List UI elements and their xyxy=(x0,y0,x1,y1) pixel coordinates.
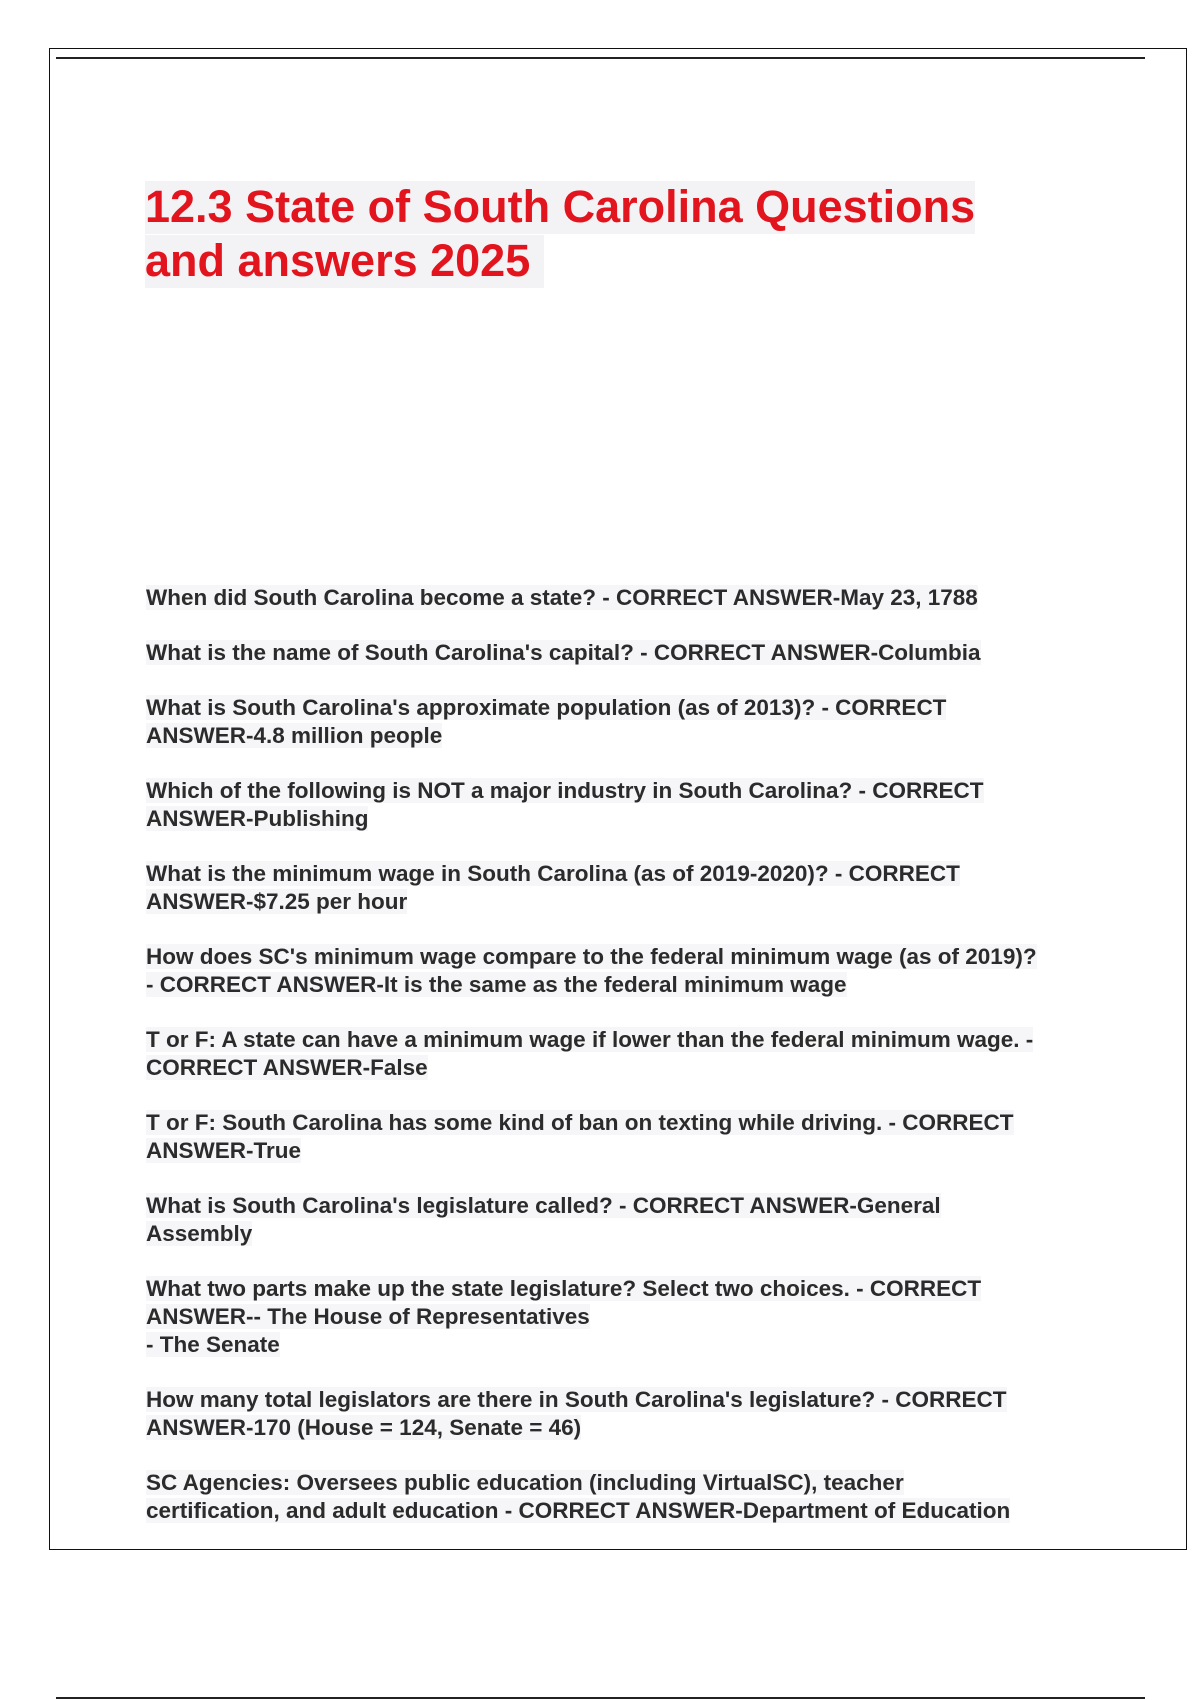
qa-item-text: Which of the following is NOT a major industry in South Carolina? - CORRECT ANSWER-Publishing xyxy=(146,778,984,831)
qa-item-text: What is the name of South Carolina's capital? - CORRECT ANSWER-Columbia xyxy=(146,640,981,665)
qa-item xyxy=(146,1469,1096,1525)
qa-item xyxy=(146,584,1096,612)
bottom-rule xyxy=(56,1697,1145,1699)
qa-item xyxy=(146,943,1096,999)
qa-item xyxy=(146,860,1096,916)
qa-item xyxy=(146,777,1096,833)
qa-item-text: When did South Carolina become a state? - CORRECT ANSWER-May 23, 1788 xyxy=(146,585,978,610)
qa-item xyxy=(146,639,1096,667)
qa-item-text: What is South Carolina's approximate population (as of 2013)? - CORRECT ANSWER-4.8 million people xyxy=(146,695,947,748)
qa-item-text: How does SC's minimum wage compare to the federal minimum wage (as of 2019)? - CORRECT ANSWER-It is the same as the federal minimum wage xyxy=(146,944,1037,997)
qa-item-text: T or F: A state can have a minimum wage if lower than the federal minimum wage. - CORRECT ANSWER-False xyxy=(146,1027,1034,1080)
qa-item-text: SC Agencies: Oversees public education (including VirtualSC), teacher certification, and adult education - CORRECT ANSWER-Department of Education xyxy=(146,1470,1011,1523)
qa-item xyxy=(146,1386,1096,1442)
document-title-text: 12.3 State of South Carolina Questions and answers 2025 xyxy=(145,181,976,286)
document-title xyxy=(145,180,1025,288)
qa-item-text: What is the minimum wage in South Carolina (as of 2019-2020)? - CORRECT ANSWER-$7.25 per hour xyxy=(146,861,960,914)
qa-item xyxy=(146,1275,1096,1359)
qa-item-text: What two parts make up the state legislature? Select two choices. - CORRECT ANSWER-- The House of Representatives - The Senate xyxy=(146,1276,982,1357)
qa-item xyxy=(146,1109,1096,1165)
qa-item-text: How many total legislators are there in South Carolina's legislature? - CORRECT ANSWER-170 (House = 124, Senate = 46) xyxy=(146,1387,1007,1440)
qa-item-text: What is South Carolina's legislature called? - CORRECT ANSWER-General Assembly xyxy=(146,1193,941,1246)
qa-list xyxy=(146,584,1096,1552)
qa-item xyxy=(146,1192,1096,1248)
qa-item xyxy=(146,694,1096,750)
qa-item xyxy=(146,1026,1096,1082)
qa-item-text: T or F: South Carolina has some kind of ban on texting while driving. - CORRECT ANSWER-True xyxy=(146,1110,1014,1163)
